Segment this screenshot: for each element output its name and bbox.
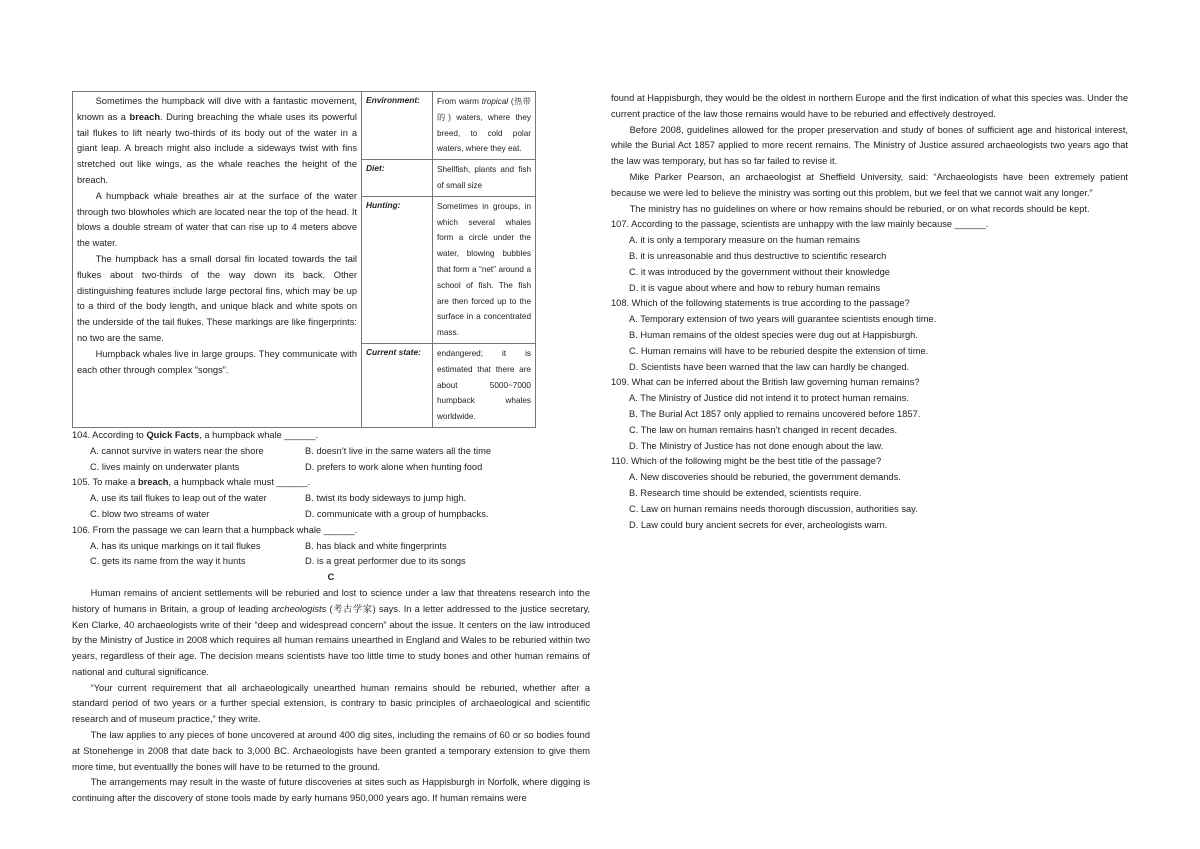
passage-paragraph: Before 2008, guidelines allowed for the proper preservation and study of bones of sufficient age and historical interest, while the Burial Act 1857 applied to more recent remains. The Ministry of Justice assured archaeologists two years ago that the law was temporary, but has so far failed to revise it. — [611, 124, 1128, 167]
fact-value: Sometimes in groups, in which several whales form a circle under the water, blowing bubbles that form a “net” around a school of fish. The fish are then forced up to the surface in a concentrated mass. — [433, 196, 536, 343]
question-stem: 105. To make a breach, a humpback whale must ______. — [72, 477, 311, 488]
fact-label: Hunting: — [362, 196, 433, 343]
passage-paragraph: Sometimes the humpback will dive with a fantastic movement, known as a breach. During breaching the whale uses its powerful tail flukes to lift nearly two-thirds of its body out of the water in a giant leap. A breach might also include a sideways twist with fins stretched out like wings, as the whale reaches the height of the breach. — [77, 96, 357, 185]
option-d: D. Law could bury ancient secrets for ever, archeologists warn. — [629, 519, 888, 530]
left-column — [72, 91, 590, 807]
question-stem: 109. What can be inferred about the British law governing human remains? — [611, 377, 920, 388]
option-a: A. use its tail flukes to leap out of the water — [90, 493, 267, 504]
question-105 — [72, 475, 590, 522]
question-stem: 106. From the passage we can learn that a humpback whale ______. — [72, 524, 358, 535]
question-stem: 108. Which of the following statements is true according to the passage? — [611, 298, 910, 309]
passage-paragraph: The arrangements may result in the waste of future discoveries at sites such as Happisburgh in Norfolk, where digging is continuing after the discovery of stone tools made by early humans 950,000 years ago. If human remains were — [72, 777, 590, 804]
question-options — [72, 491, 590, 523]
passage-c-continued — [611, 91, 1128, 217]
quick-facts-table — [72, 91, 536, 428]
option-b: B. has black and white fingerprints — [305, 540, 447, 551]
passage-paragraph: A humpback whale breathes air at the surface of the water through two blowholes which are located near the top of the head. It blows a double stream of water that can rise up to 4 meters above the water. — [77, 190, 357, 249]
right-column — [611, 91, 1128, 533]
option-b: B. doesn’t live in the same waters all the time — [305, 445, 492, 456]
humpback-passage — [73, 92, 362, 428]
fact-label: Current state: — [362, 343, 433, 427]
question-stem: 104. According to Quick Facts, a humpback whale ______. — [72, 429, 319, 440]
passage-paragraph: The law applies to any pieces of bone uncovered at around 400 dig sites, including the remains of 60 or so bodies found at Stonehenge in 2008 that date back to 3,000 BC. Archaeologists have been granted a temporary extension to give them more time, but eventuallly the bones will have to be returned to the ground. — [72, 730, 590, 772]
option-a: A. Temporary extension of two years will guarantee scientists enough time. — [629, 314, 937, 325]
passage-paragraph: The ministry has no guidelines on where or how remains should be reburied, or on what records should be kept. — [629, 203, 1090, 214]
question-stem: 110. Which of the following might be the best title of the passage? — [611, 456, 882, 467]
option-c: C. The law on human remains hasn’t changed in recent decades. — [629, 424, 898, 435]
question-104 — [72, 428, 590, 475]
question-109 — [611, 375, 1128, 454]
fact-value: Shellfish, plants and fish of small size — [433, 160, 536, 197]
section-title: C — [327, 572, 335, 583]
passage-paragraph: Human remains of ancient settlements will be reburied and lost to science under a law that threatens research into the history of humans in Britain, a group of leading archeologists (考古学家) says. In a letter addressed to the justice secretary, Ken Clarke, 40 archaeologists write of their “deep and widespread concern” about the issue. It centers on the law introduced by the Ministry of Justice in 2008 which requires all human remains unearthed in England and Wales to be reburied within two years, regardless of their age. The decision means scientists have too little time to study bones and other human remains of national and cultural significance. — [72, 587, 590, 677]
question-110 — [611, 454, 1128, 533]
fact-label: Environment: — [362, 92, 433, 160]
fact-value: From warm tropical (热带的) waters, where they breed, to cold polar waters, where they eat. — [433, 92, 536, 160]
option-c: C. Law on human remains needs thorough discussion, authorities say. — [629, 503, 918, 514]
question-108 — [611, 296, 1128, 375]
passage-paragraph: The humpback has a small dorsal fin located towards the tail flukes about two-thirds of the way down its back. Other distinguishing features include large pectoral fins, which may be up to a third of the body length, and unique black and white spots on the underside of the tail flukes. These markings are like fingerprints: no two are the same. — [77, 253, 357, 343]
option-c: C. it was introduced by the government without their knowledge — [629, 266, 890, 277]
option-b: B. twist its body sideways to jump high. — [305, 493, 467, 504]
option-d: D. Scientists have been warned that the law can hardly be changed. — [629, 361, 910, 372]
option-d: D. prefers to work alone when hunting food — [305, 461, 483, 472]
fact-label: Diet: — [362, 160, 433, 197]
passage-paragraph: “Your current requirement that all archaeologically unearthed human remains should be reburied, whether after a standard period of two years or a further special extension, is contrary to basic principles of archaeological and scientific research and of museum practice,” they write. — [72, 682, 590, 725]
option-c: C. gets its name from the way it hunts — [90, 556, 246, 567]
option-a: A. it is only a temporary measure on the human remains — [629, 235, 860, 246]
option-d: D. communicate with a group of humpbacks. — [305, 508, 489, 519]
option-c: C. Human remains will have to be reburied despite the extension of time. — [629, 345, 929, 356]
question-107 — [611, 217, 1128, 296]
option-d: D. is a great performer due to its songs — [305, 556, 466, 567]
option-a: A. New discoveries should be reburied, the government demands. — [629, 472, 901, 483]
option-b: B. it is unreasonable and thus destructive to scientific research — [629, 250, 887, 261]
option-a: A. has its unique markings on it tail flukes — [90, 540, 261, 551]
question-options — [72, 539, 590, 571]
option-d: D. The Ministry of Justice has not done enough about the law. — [629, 440, 884, 451]
option-a: A. cannot survive in waters near the shore — [90, 445, 264, 456]
question-options — [72, 444, 590, 476]
option-c: C. lives mainly on underwater plants — [90, 461, 240, 472]
passage-c — [72, 586, 590, 807]
question-106 — [72, 523, 590, 570]
option-d: D. it is vague about where and how to rebury human remains — [629, 282, 881, 293]
option-c: C. blow two streams of water — [90, 508, 210, 519]
option-b: B. Research time should be extended, scientists require. — [629, 487, 862, 498]
option-b: B. The Burial Act 1857 only applied to remains uncovered before 1857. — [629, 408, 921, 419]
passage-paragraph: Mike Parker Pearson, an archaeologist at Sheffield University, said: “Archaeologists have been extremely patient because we were led to believe the ministry was sorting out this problem, but we feel that we cannot wait any longer.” — [611, 171, 1128, 198]
question-stem: 107. According to the passage, scientists are unhappy with the law mainly because ______. — [611, 219, 989, 230]
option-a: A. The Ministry of Justice did not intend it to protect human remains. — [629, 393, 909, 404]
passage-paragraph: found at Happisburgh, they would be the oldest in northern Europe and the first indication of what this species was. Under the current practice of the law those remains would have to be reburied and effectively destroyed. — [611, 93, 1128, 119]
fact-value: endangered; it is estimated that there are about 5000~7000 humpback whales worldwide. — [433, 343, 536, 427]
option-b: B. Human remains of the oldest species were dug out at Happisburgh. — [629, 329, 918, 340]
passage-paragraph: Humpback whales live in large groups. They communicate with each other through complex “songs”. — [77, 348, 357, 375]
